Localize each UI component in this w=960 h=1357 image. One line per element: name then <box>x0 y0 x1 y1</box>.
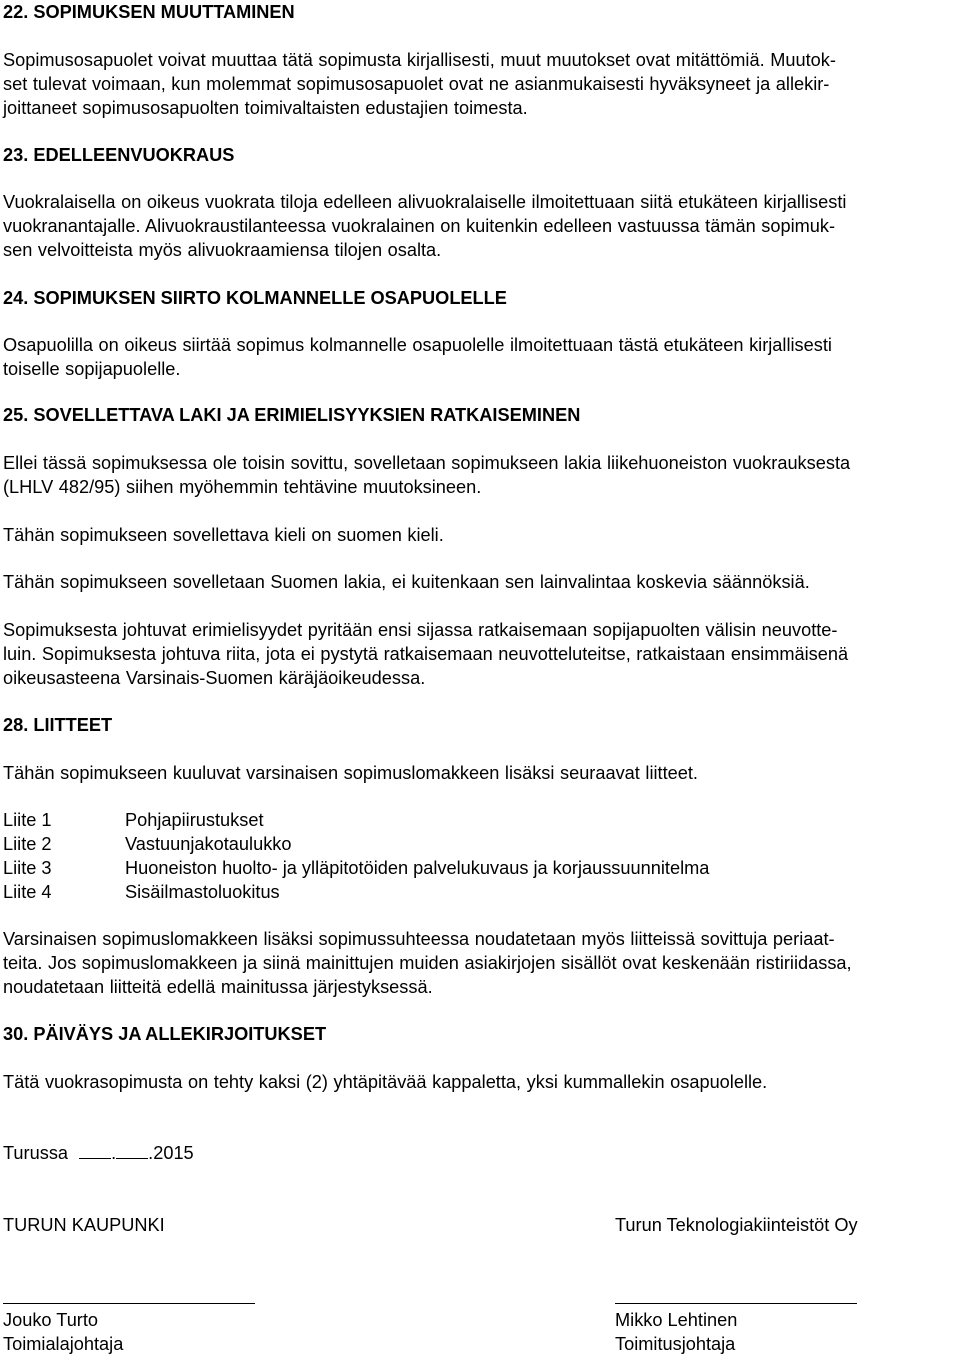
section-23-text <box>3 190 943 263</box>
attachment-code: Liite 2 <box>3 834 52 854</box>
attachment-name: Vastuunjakotaulukko <box>125 834 292 854</box>
left-signer-title: Toimialajohtaja <box>3 1334 124 1354</box>
text-line: (LHLV 482/95) siihen myöhemmin tehtävine muutoksineen. <box>3 477 482 498</box>
left-signer-name: Jouko Turto <box>3 1310 99 1330</box>
place: Turussa <box>3 1143 69 1163</box>
text-line: Sopimusosapuolet voivat muuttaa tätä sopimusta kirjallisesti, muut muutokset ovat mitättömiä. Muutok- <box>3 50 836 70</box>
attachments-outro <box>3 927 943 1000</box>
right-signer-name: Mikko Lehtinen <box>615 1310 738 1330</box>
right-party-name: Turun Teknologiakiinteistöt Oy <box>615 1215 858 1235</box>
section-25-paragraph-2: Tähän sopimukseen sovellettava kieli on suomen kieli. <box>3 525 444 545</box>
attachment-name: Huoneiston huolto- ja ylläpitotöiden palvelukuvaus ja korjaussuunnitelma <box>125 858 710 878</box>
text-line: luin. Sopimuksesta johtuva riita, jota ei pystytä ratkaisemaan neuvotteluteitse, ratkaistaan ensimmäisenä <box>3 644 849 665</box>
right-signer-title: Toimitusjohtaja <box>615 1334 736 1354</box>
section-30-text: Tätä vuokrasopimusta on tehty kaksi (2) yhtäpitävää kappaletta, yksi kummallekin osapuolelle. <box>3 1072 768 1092</box>
text-line: Varsinaisen sopimuslomakkeen lisäksi sopimussuhteessa noudatetaan myös liitteissä sovittuja periaat- <box>3 929 835 949</box>
text-line: vuokranantajalle. Alivuokraustilanteessa vuokralainen on kuitenkin edelleen vastuussa tämän sopimuk- <box>3 216 836 237</box>
section-22-text <box>3 48 943 121</box>
attachment-name: Pohjapiirustukset <box>125 810 264 830</box>
section-24-text <box>3 333 943 381</box>
month-blank <box>116 1142 148 1159</box>
text-line: oikeusasteena Varsinais-Suomen käräjäoikeudessa. <box>3 668 426 689</box>
attachment-code: Liite 1 <box>3 810 52 830</box>
section-30-heading: 30. PÄIVÄYS JA ALLEKIRJOITUKSET <box>3 1024 327 1044</box>
text-line: Osapuolilla on oikeus siirtää sopimus kolmannelle osapuolelle ilmoitettuaan tästä etukäteen kirjallisesti <box>3 335 832 355</box>
attachment-name: Sisäilmastoluokitus <box>125 882 280 902</box>
section-25-paragraph-3: Tähän sopimukseen sovelletaan Suomen lakia, ei kuitenkaan sen lainvalintaa koskevia säännöksiä. <box>3 572 810 592</box>
left-signature-line <box>3 1303 255 1304</box>
text-line: toiselle sopijapuolelle. <box>3 359 181 380</box>
left-party-name: TURUN KAUPUNKI <box>3 1215 165 1235</box>
text-line: Ellei tässä sopimuksessa ole toisin sovittu, sovelletaan sopimukseen lakia liikehuoneiston vuokrauksesta <box>3 453 851 473</box>
right-signature-line <box>615 1303 857 1304</box>
attachment-code: Liite 3 <box>3 858 52 878</box>
place-date-line <box>3 1141 943 1165</box>
text-line: noudatetaan liitteitä edellä mainitussa järjestyksessä. <box>3 977 433 998</box>
section-25-paragraph-4 <box>3 618 943 691</box>
attachments-intro: Tähän sopimukseen kuuluvat varsinaisen sopimuslomakkeen lisäksi seuraavat liitteet. <box>3 763 698 783</box>
attachment-code: Liite 4 <box>3 882 52 902</box>
text-line: joittaneet sopimusosapuolten toimivaltaisten edustajien toimesta. <box>3 98 528 119</box>
year: .2015 <box>148 1143 194 1163</box>
text-line: Vuokralaisella on oikeus vuokrata tiloja edelleen alivuokralaiselle ilmoitettuaan siitä etukäteen kirjallisesti <box>3 192 847 212</box>
text-line: sen velvoitteista myös alivuokraamiensa tilojen osalta. <box>3 240 442 261</box>
section-28-heading: 28. LIITTEET <box>3 715 113 735</box>
section-25-paragraph-1 <box>3 451 943 499</box>
section-23-heading: 23. EDELLEENVUOKRAUS <box>3 145 235 165</box>
section-25-heading: 25. SOVELLETTAVA LAKI JA ERIMIELISYYKSIEN RATKAISEMINEN <box>3 405 581 425</box>
day-blank <box>79 1142 111 1159</box>
text-line: set tulevat voimaan, kun molemmat sopimusosapuolet ovat ne asianmukaisesti hyväksyneet ja allekir- <box>3 74 830 95</box>
section-22-heading: 22. SOPIMUKSEN MUUTTAMINEN <box>3 2 295 22</box>
date-separator: . <box>111 1143 117 1163</box>
text-line: teita. Jos sopimuslomakkeen ja siinä mainittujen muiden asiakirjojen sisällöt ovat keskenään ristiriidassa, <box>3 953 852 974</box>
section-24-heading: 24. SOPIMUKSEN SIIRTO KOLMANNELLE OSAPUOLELLE <box>3 288 507 308</box>
text-line: Sopimuksesta johtuvat erimielisyydet pyritään ensi sijassa ratkaisemaan sopijapuolten välisin neuvotte- <box>3 620 838 640</box>
